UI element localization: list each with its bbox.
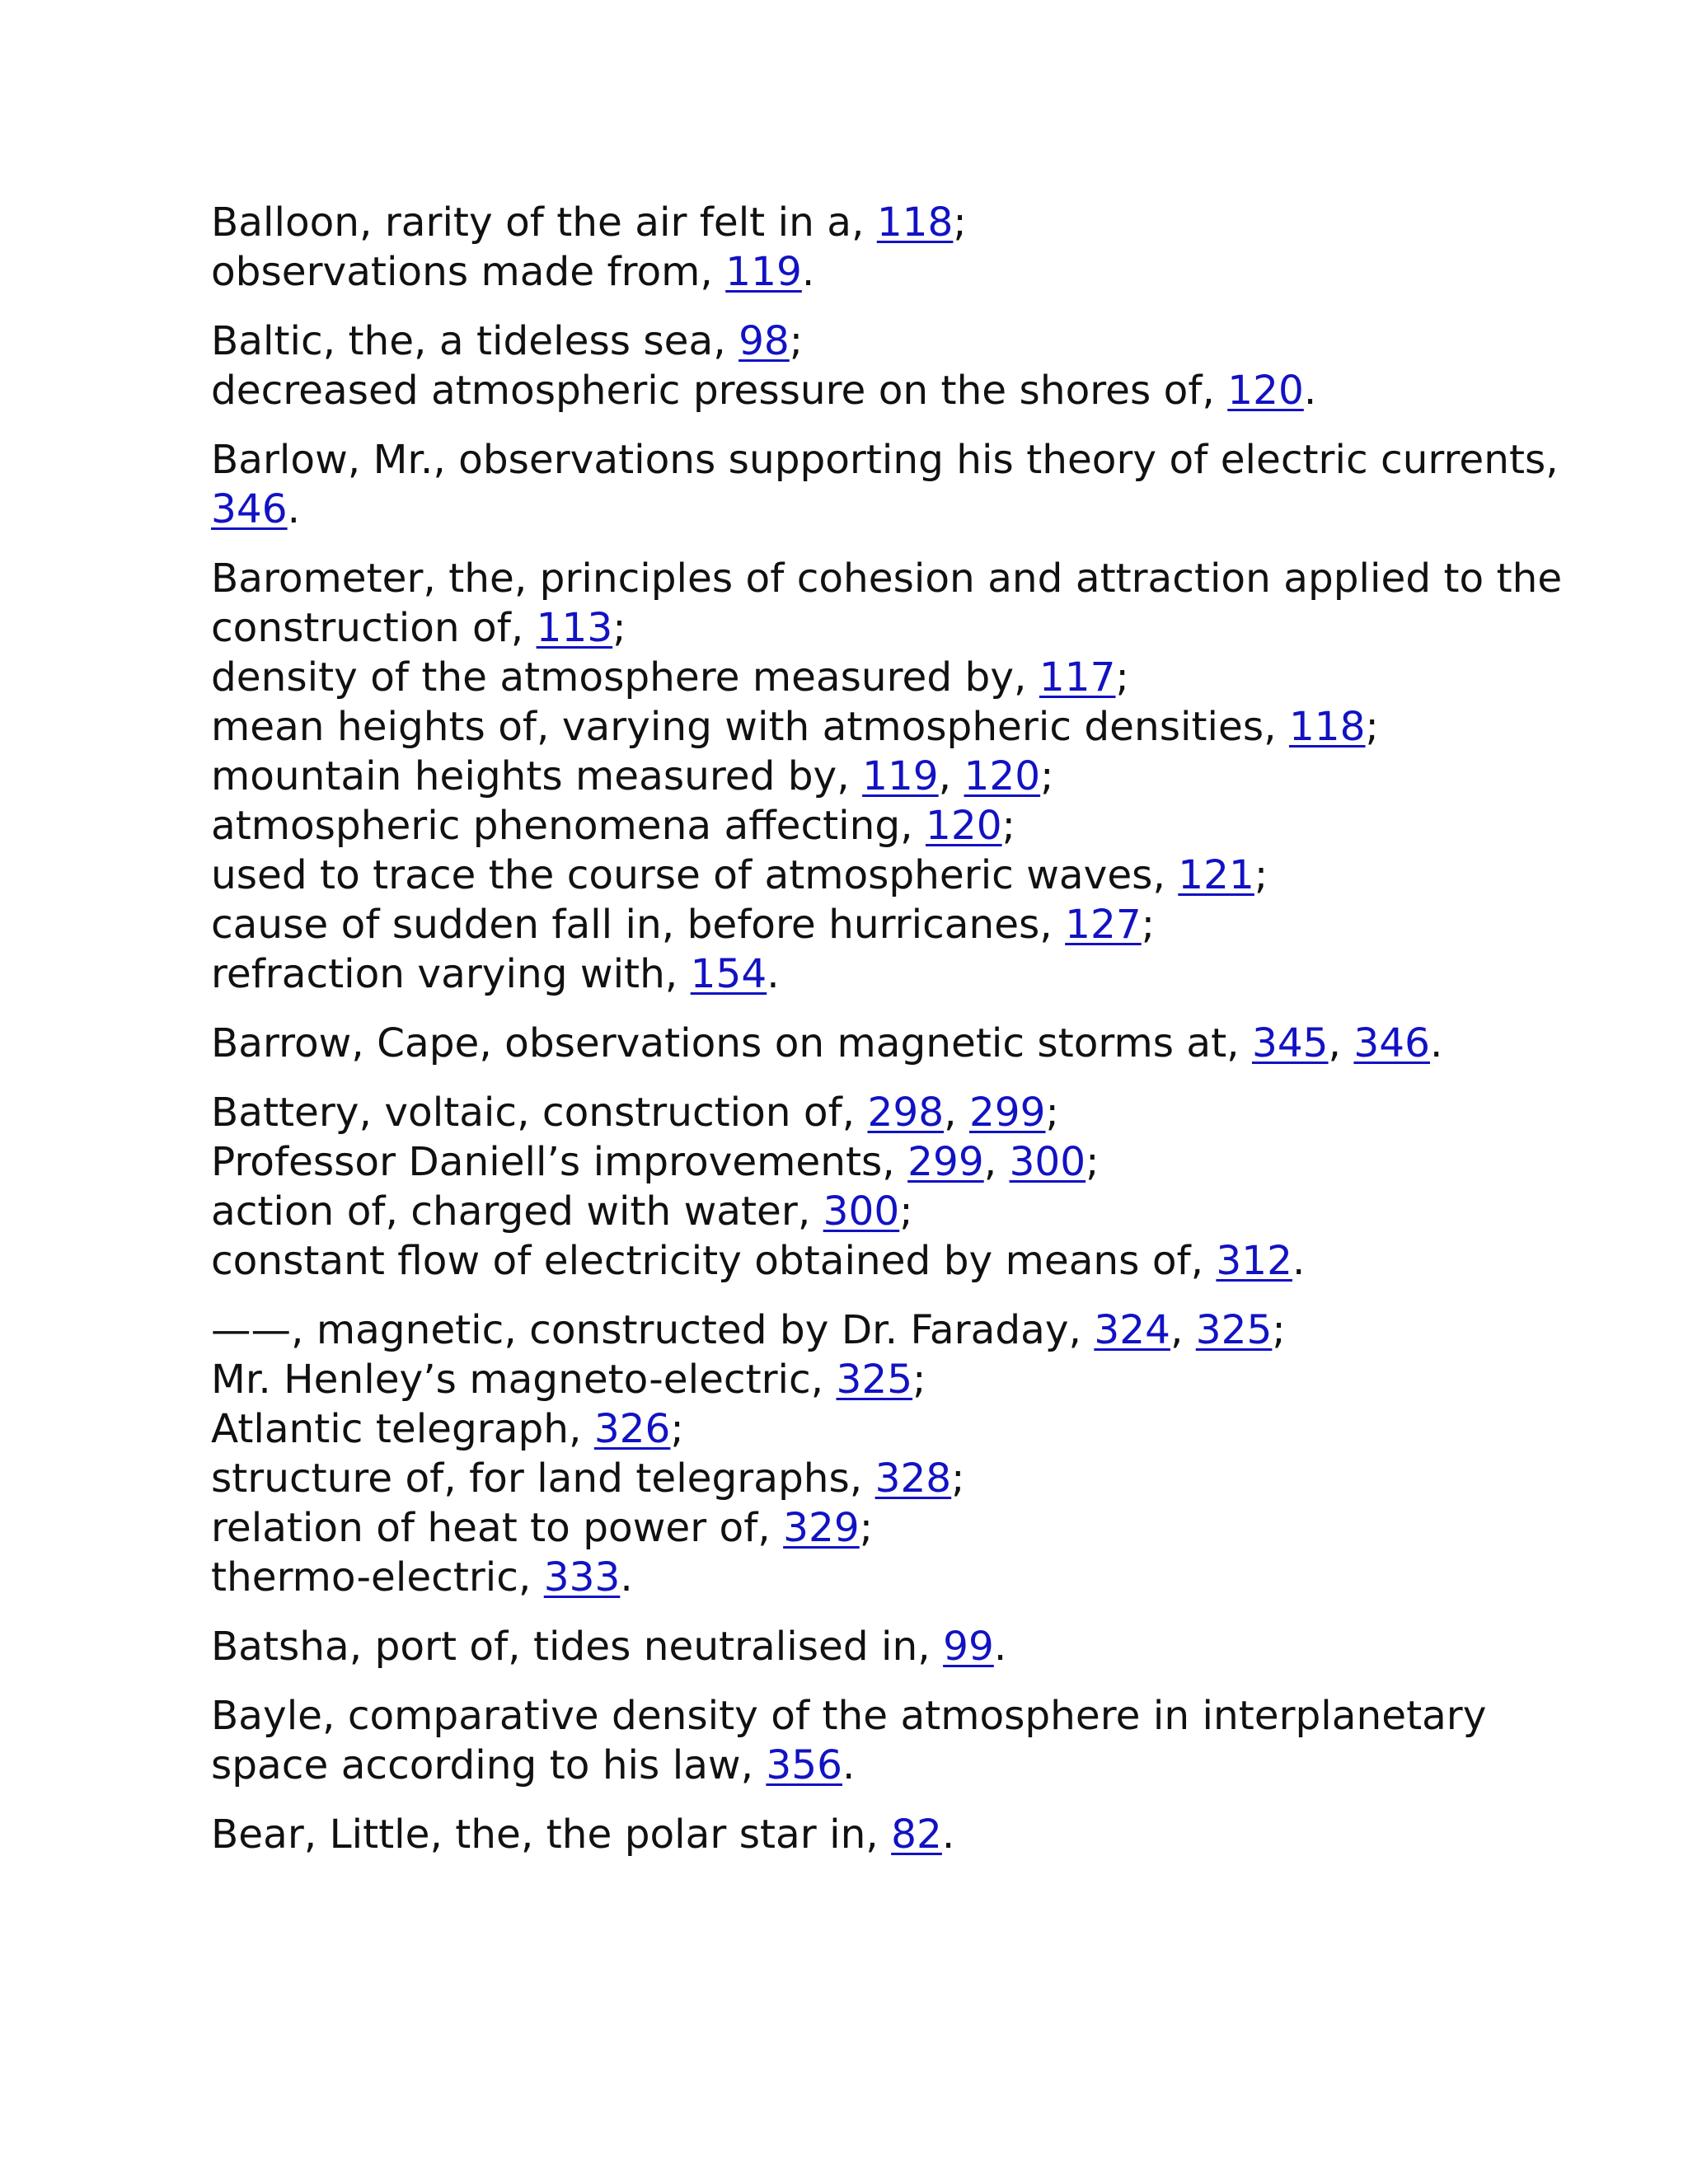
entry-text: Bear, Little, the, the polar star in, [211,1811,892,1858]
entry-subline [211,485,1497,534]
entry-subline [211,1553,1497,1602]
entry-heading-line [211,198,1497,247]
entry-text: ; [1045,1090,1059,1136]
entry-text: decreased atmospheric pressure on the shores of, [211,368,1228,414]
entry-text: Balloon, rarity of the air felt in a, [211,199,877,246]
entry-text: structure of, for land telegraphs, [211,1455,875,1502]
entry-subline [211,1137,1497,1187]
entry-text: . [801,249,815,295]
entry-text: Barrow, Cape, observations on magnetic storms at, [211,1020,1252,1066]
entry-text: ; [1001,803,1015,849]
index-entry [211,198,1497,297]
page-link[interactable]: 82 [891,1811,942,1858]
entry-text: . [1303,368,1317,414]
entry-text: ; [670,1406,684,1452]
entry-text: mountain heights measured by, [211,753,863,799]
entry-text: density of the atmosphere measured by, [211,654,1039,701]
entry-text: atmospheric phenomena affecting, [211,803,926,849]
entry-text: . [767,951,780,997]
entry-text: , [944,1090,969,1136]
index-entry [211,316,1497,415]
entry-text: refraction varying with, [211,951,691,997]
page-link[interactable]: 325 [1195,1307,1273,1353]
entry-subline [211,366,1497,415]
entry-heading-line [211,1691,1497,1741]
page-link[interactable]: 329 [783,1505,860,1551]
entry-heading-line [211,1810,1497,1859]
entry-heading-line [211,1305,1497,1355]
page-link[interactable]: 356 [766,1742,842,1788]
entry-text: Barometer, the, principles of cohesion and attraction applied to the [211,555,1563,602]
entry-heading-line [211,554,1563,603]
entry-text: ; [953,199,967,246]
page-link[interactable]: 119 [862,753,939,799]
entry-subline [211,801,1497,851]
entry-text: relation of heat to power of, [211,1505,784,1551]
entry-subline [211,1187,1497,1236]
page-link[interactable]: 127 [1065,902,1142,948]
index-entry [211,1019,1497,1068]
entry-text: Battery, voltaic, construction of, [211,1090,868,1136]
index-entry [211,1622,1497,1671]
page-link[interactable]: 113 [536,605,613,651]
page-link[interactable]: 333 [543,1554,621,1601]
page-link[interactable]: 324 [1094,1307,1170,1353]
page-link[interactable]: 121 [1178,852,1254,898]
entry-text: ; [789,318,804,364]
entry-heading-line [211,435,1559,485]
entry-text: ; [1040,753,1054,799]
page-link[interactable]: 300 [823,1188,900,1235]
entry-text: Professor Daniell’s improvements, [211,1139,908,1185]
page-link[interactable]: 299 [907,1139,984,1185]
entry-text: ; [899,1188,913,1235]
page-link[interactable]: 298 [867,1090,945,1136]
entry-text: ; [859,1505,874,1551]
entry-text: , [1328,1020,1354,1066]
entry-text: . [842,1742,856,1788]
page-link[interactable]: 328 [874,1455,952,1502]
entry-text: Batsha, port of, tides neutralised in, [211,1624,944,1670]
entry-subline [211,1741,1497,1790]
page-link[interactable]: 119 [725,249,802,295]
entry-subline [211,900,1497,949]
page-link[interactable]: 345 [1251,1020,1329,1066]
entry-text: ; [912,1357,926,1403]
entry-subline [211,1236,1497,1286]
index-page [211,198,1563,1879]
entry-text: . [1429,1020,1443,1066]
entry-text: Bayle, comparative density of the atmosphere in interplanetary [211,1693,1487,1739]
entry-subline [211,752,1497,801]
entry-subline [211,1503,1497,1553]
page-link[interactable]: 118 [1288,704,1366,750]
page-link[interactable]: 346 [211,486,288,532]
entry-text: observations made from, [211,249,726,295]
entry-subline [211,1454,1497,1503]
page-link[interactable]: 325 [836,1357,913,1403]
entry-text: constant flow of electricity obtained by means of, [211,1238,1217,1284]
entry-text: . [1292,1238,1306,1284]
page-link[interactable]: 326 [593,1406,671,1452]
entry-subline [211,702,1497,752]
entry-text: , [938,753,964,799]
entry-text: , [1170,1307,1196,1353]
page-link[interactable]: 299 [968,1090,1046,1136]
page-link[interactable]: 118 [876,199,954,246]
entry-subline [211,1404,1497,1454]
entry-subline [211,949,1497,999]
entry-text: . [993,1624,1007,1670]
page-link[interactable]: 346 [1353,1020,1430,1066]
entry-text: thermo-electric, [211,1554,544,1601]
entry-text: ; [1085,1139,1100,1185]
entry-text: Mr. Henley’s magneto-electric, [211,1357,837,1403]
page-link[interactable]: 120 [1227,368,1304,414]
entry-text: ; [951,1455,965,1502]
page-link[interactable]: 117 [1039,654,1116,701]
page-link[interactable]: 154 [690,951,767,997]
page-link[interactable]: 300 [1009,1139,1086,1185]
entry-text: . [620,1554,633,1601]
index-entry [211,435,1559,534]
entry-text: mean heights of, varying with atmospheric densities, [211,704,1289,750]
entry-text: , [983,1139,1010,1185]
entry-subline [211,603,1497,653]
page-link[interactable]: 98 [738,318,790,364]
entry-subline [211,851,1497,900]
entry-text: ; [1115,654,1129,701]
entry-text: space according to his law, [211,1742,767,1788]
page-link[interactable]: 312 [1216,1238,1292,1284]
entry-text: used to trace the course of atmospheric waves, [211,852,1179,898]
entry-text: action of, charged with water, [211,1188,823,1235]
entry-text: construction of, [211,605,537,651]
entry-text: ; [1254,852,1268,898]
page-link[interactable]: 120 [926,803,1002,849]
entry-subline [211,653,1497,702]
entry-subline [211,247,1497,297]
entry-text: Barlow, Mr., observations supporting his theory of electric currents, [211,437,1559,483]
index-entry [211,1305,1497,1602]
entry-text: . [287,486,300,532]
entry-text: Atlantic telegraph, [211,1406,594,1452]
entry-heading-line [211,1019,1497,1068]
entry-text: ; [612,605,626,651]
entry-text: Baltic, the, a tideless sea, [211,318,739,364]
entry-text: . [941,1811,955,1858]
entry-heading-line [211,1622,1497,1671]
entry-text: ; [1141,902,1156,948]
entry-text: cause of sudden fall in, before hurricanes, [211,902,1066,948]
entry-subline [211,1355,1497,1404]
page-link[interactable]: 120 [964,753,1041,799]
index-entry [211,1810,1497,1859]
entry-text: ; [1365,704,1379,750]
entry-text: ——, magnetic, constructed by Dr. Faraday, [211,1307,1095,1353]
entry-heading-line [211,316,1497,366]
entry-heading-line [211,1088,1497,1137]
index-entry [211,1691,1497,1790]
index-entry [211,554,1563,999]
index-entry [211,1088,1497,1286]
entry-text: ; [1272,1307,1286,1353]
page-link[interactable]: 99 [943,1624,994,1670]
